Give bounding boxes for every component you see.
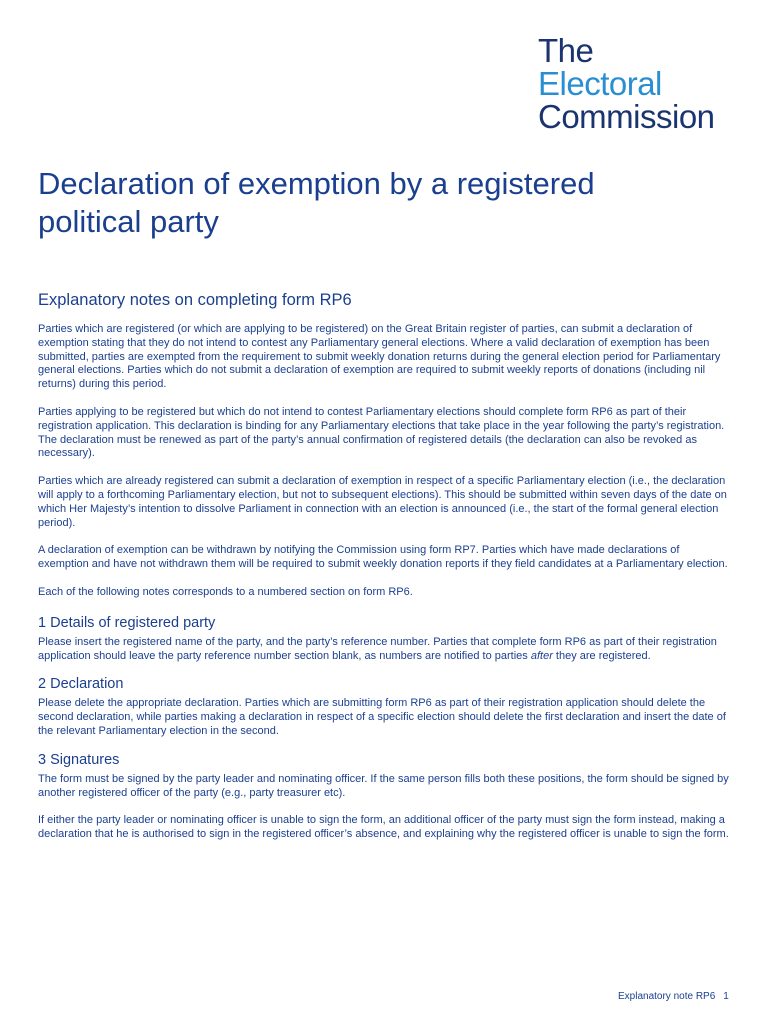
section-3-paragraph-2: If either the party leader or nominating officer is unable to sign the form, an additional officer of the party must sign the form instead, making a declaration that he is authorised to sign in the registered officer’s absence, and explaining why the registered officer is unable to sign the form.	[38, 814, 729, 841]
logo-line-electoral: Electoral	[538, 65, 662, 102]
footer-label: Explanatory note RP6	[618, 991, 716, 1002]
document-body	[38, 290, 733, 856]
section-2-text: Please delete the appropriate declaration. Parties which are submitting form RP6 as part of their registration application should delete the second declaration, while parties making a declaration in respect of a specific election should delete the first declaration and insert the date of the relevant Parliamentary election in the second.	[38, 697, 726, 737]
section-1-text	[38, 636, 733, 664]
section-1-text-emphasis: after	[530, 649, 553, 662]
section-2-heading: 2 Declaration	[38, 676, 124, 693]
page-number: 1	[723, 991, 729, 1002]
logo-line-commission: Commission	[538, 98, 715, 135]
page-footer	[618, 991, 729, 1002]
section-3-paragraph-1: The form must be signed by the party leader and nominating officer. If the same person fills both these positions, the form should be signed by another registered officer of the party (e.g., party treasurer etc).	[38, 772, 729, 799]
section-1-heading: 1 Details of registered party	[38, 614, 216, 631]
section-3-heading: 3 Signatures	[38, 751, 120, 768]
intro-paragraph-1: Parties which are registered (or which are applying to be registered) on the Great Britain register of parties, can submit a declaration of exemption stating that they do not intend to contest any Parliamentary general elections. Where a valid declaration of exemption has been submitted, parties are exempted from the requirement to submit weekly donation returns during the general election period for Parliamentary general elections. Parties which do not submit a declaration of exemption are required to submit weekly reports of donations (including nil returns) during this period.	[38, 323, 721, 391]
page-title: Declaration of exemption by a registered political party	[38, 166, 595, 239]
section-1-text-main: Please insert the registered name of the party, and the party’s reference number. Parties that complete form RP6 as part of their registration application should leave the party reference number section blank, as numbers are notified to parties	[38, 635, 717, 662]
intro-paragraph-5: Each of the following notes corresponds to a numbered section on form RP6.	[38, 585, 413, 598]
intro-paragraph-3: Parties which are already registered can submit a declaration of exemption in respect of a specific Parliamentary election (i.e., the declaration will apply to a forthcoming Parliamentary election, but not to subsequent elections). This should be submitted within seven days of the date on which Her Majesty’s intention to dissolve Parliament in connection with an election is announced (i.e., the start of the formal general election period).	[38, 475, 727, 529]
logo-line-the: The	[538, 32, 594, 69]
explanatory-notes-heading: Explanatory notes on completing form RP6	[38, 291, 352, 309]
intro-paragraph-4: A declaration of exemption can be withdrawn by notifying the Commission using form RP7. Parties which have made declarations of exemption and have not withdrawn them will be required to submit weekly donation reports if they field candidates at a Parliamentary election.	[38, 544, 728, 571]
section-1-text-end: they are registered.	[552, 649, 651, 662]
electoral-commission-logo	[538, 34, 715, 133]
intro-paragraph-2: Parties applying to be registered but which do not intend to contest Parliamentary elections should complete form RP6 as part of their registration application. This declaration is binding for any Parliamentary elections that take place in the year following the party’s registration. The declaration must be renewed as part of the party’s annual confirmation of registered details (the declaration can also be revoked as necessary).	[38, 405, 725, 460]
